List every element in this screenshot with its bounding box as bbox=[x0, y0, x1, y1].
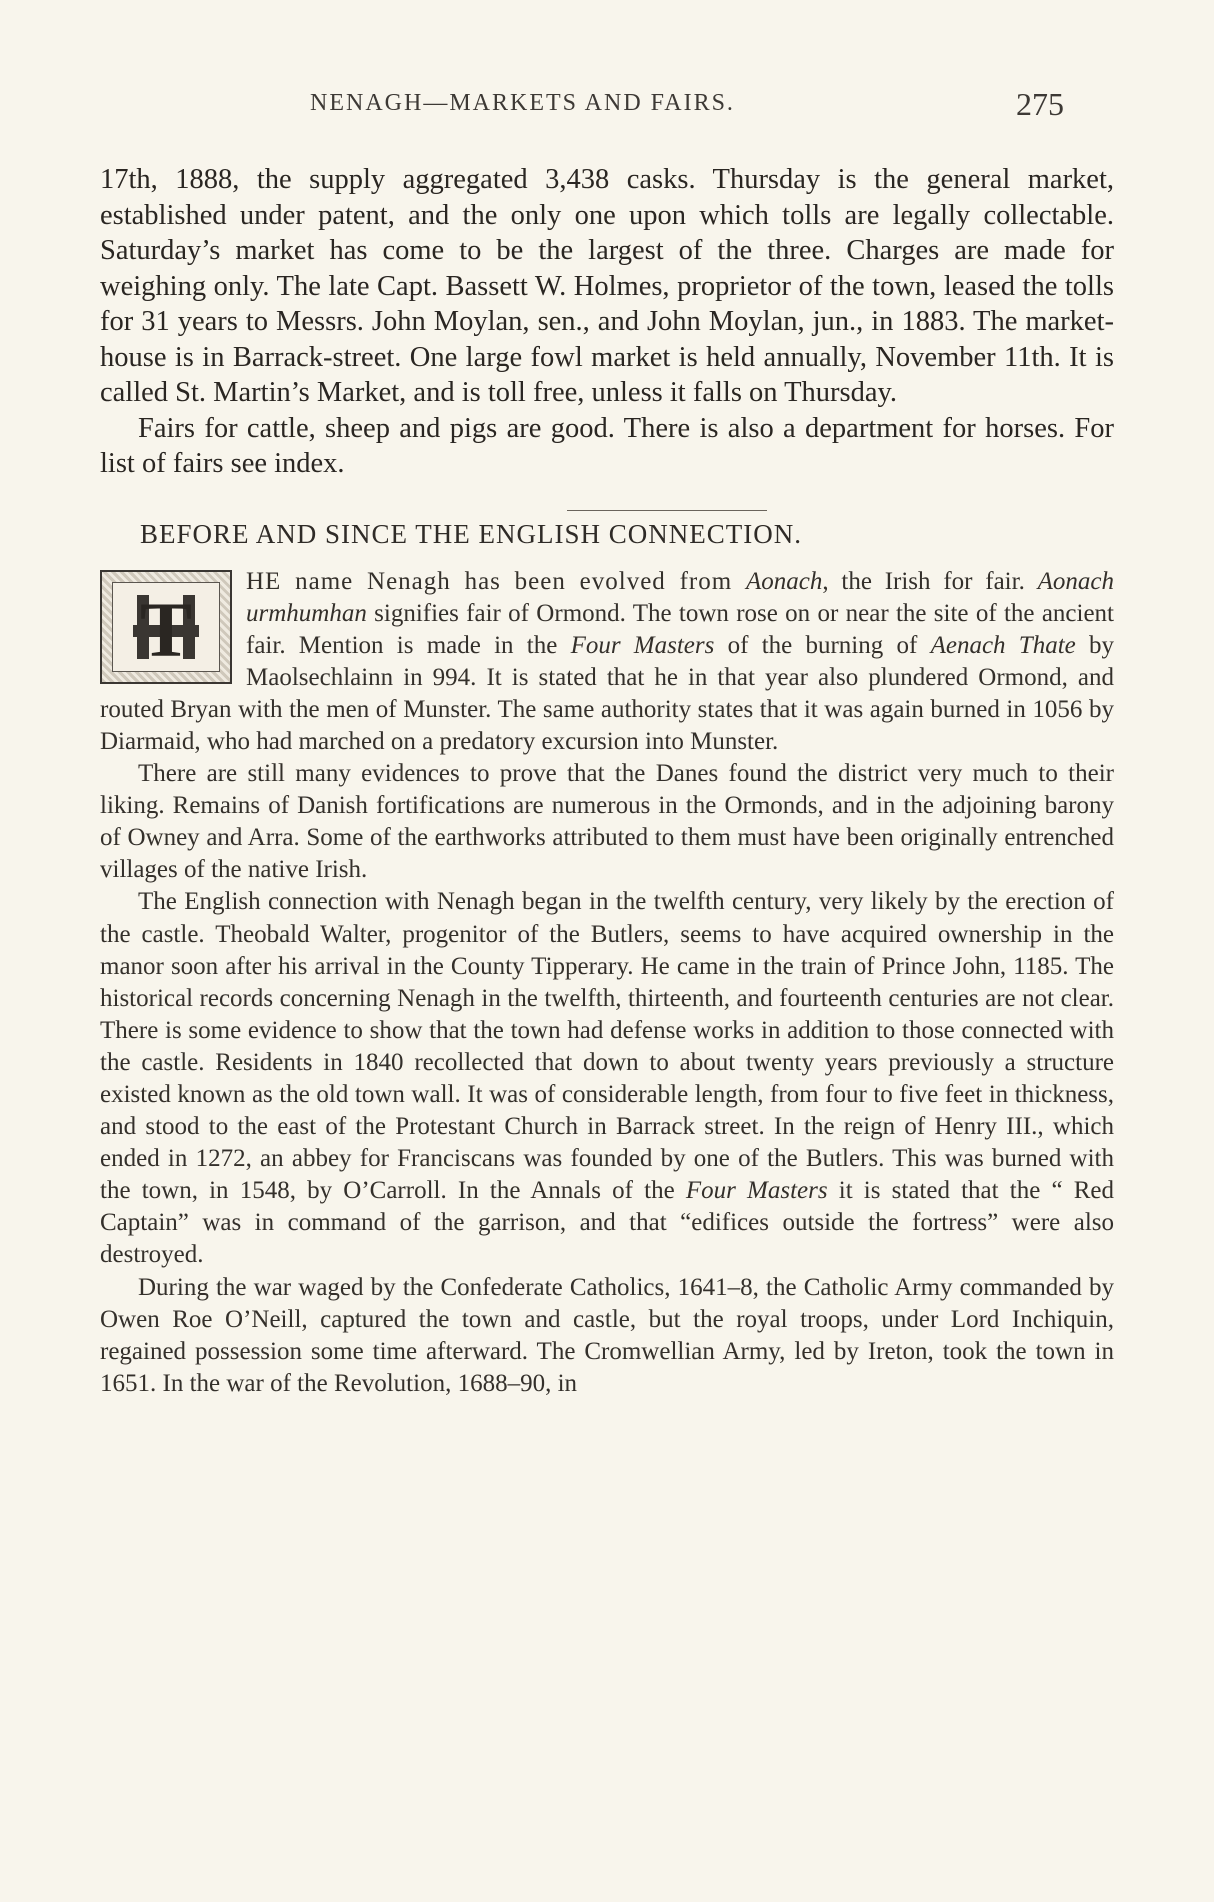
text-run: The English connection with Nenagh began in the twelfth century, very likely by the erection of the castle. Theobald Walter, progenitor of the Butlers, seems to have acquired ownership in the manor soon after his arrival in the County Tipperary. He came in the train of Prince John, 1185. The historical records concerning Nenagh in the twelfth, thirteenth, and fourteenth centuries are not clear. There is some evidence to show that the town had defense works in addition to those connected with the castle. Residents in 1840 recollected that down to about twenty years previously a structure existed known as the old town wall. It was of considerable length, from four to five feet in thickness, and stood to the east of the Protestant Church in Barrack street. In the reign of Henry III., which ended in 1272, an abbey for Franciscans was founded by one of the Butlers. This was burned with the town, in 1548, by O’Carroll. In the Annals of the bbox=[100, 888, 1114, 1205]
page-body bbox=[100, 162, 1114, 1400]
text-run: it is stated that the “ Red Captain” was in command of the garrison, and that “edifices outside the fortress” were also destroyed. bbox=[100, 1177, 1114, 1269]
italic-term-aonach-urmhumhan: Aonach urmhumhan bbox=[246, 567, 1114, 627]
paragraph-name-origin bbox=[100, 566, 1114, 759]
paragraph-markets: 17th, 1888, the supply aggregated 3,438 casks. Thursday is the general market, established under patent, and the only one upon which tolls are legally collectable. Saturday’s market has come to be the largest of the three. Charges are made for weighing only. The late Capt. Bassett W. Holmes, proprietor of the town, leased the tolls for 31 years to Messrs. John Moylan, sen., and John Moylan, jun., in 1883. The market-house is in Barrack-street. One large fowl market is held annually, November 11th. It is called St. Martin’s Market, and is toll free, unless it falls on Thursday. bbox=[100, 164, 1114, 408]
drop-cap-frame bbox=[112, 582, 220, 672]
paragraph-fairs: Fairs for cattle, sheep and pigs are good. There is also a department for horses. For list of fairs see index. bbox=[100, 412, 1114, 479]
text-run: by Maolsechlainn in 994. It is stated that he in that year also plundered Ormond, and routed Bryan with the men of Munster. The same authority states that it was again burned in 1056 by Diarmaid, who had marched on a predatory excursion into Munster. bbox=[100, 631, 1114, 755]
section-heading: BEFORE AND SINCE THE ENGLISH CONNECTION. bbox=[140, 518, 803, 549]
section-text bbox=[100, 566, 1114, 1400]
paragraph-danes: There are still many evidences to prove that the Danes found the district very much to their liking. Remains of Danish fortifications are numerous in the Ormonds, and in the adjoining barony of Owney and Arra. Some of the earthworks attributed to them must have been originally entrenched villages of the native Irish. bbox=[100, 760, 1114, 884]
text-run: signifies fair of Ormond. The town rose on or near the site of the ancient fair. Mention is made in the bbox=[246, 599, 1114, 659]
text-run: of the burning of bbox=[714, 631, 931, 659]
italic-term-four-masters: Four Masters bbox=[570, 631, 715, 659]
paragraph-confederate-war: During the war waged by the Confederate Catholics, 1641–8, the Catholic Army commanded by Owen Roe O’Neill, captured the town and castle, but the royal troops, under Lord Inchiquin, regained possession some time afterward. The Cromwellian Army, led by Ireton, took the town in 1651. In the war of the Revolution, 1688–90, in bbox=[100, 1273, 1114, 1397]
section-english-connection bbox=[100, 510, 1114, 1400]
italic-term-aenach-thate: Aenach Thate bbox=[930, 631, 1076, 659]
page-number: 275 bbox=[1016, 86, 1064, 122]
italic-term-four-masters: Four Masters bbox=[685, 1177, 828, 1205]
running-title: NENAGH—MARKETS AND FAIRS. bbox=[310, 90, 735, 116]
section-rule bbox=[567, 510, 767, 511]
running-head bbox=[100, 86, 1114, 130]
text-run: , the Irish for fair. bbox=[822, 567, 1038, 595]
drop-cap-letter: T bbox=[139, 585, 193, 673]
italic-term-aonach: Aonach bbox=[745, 567, 823, 595]
paragraph-english-connection bbox=[100, 886, 1114, 1271]
drop-cap-ornament bbox=[100, 570, 232, 684]
text-run: HE name Nenagh has been evolved from bbox=[246, 567, 746, 595]
